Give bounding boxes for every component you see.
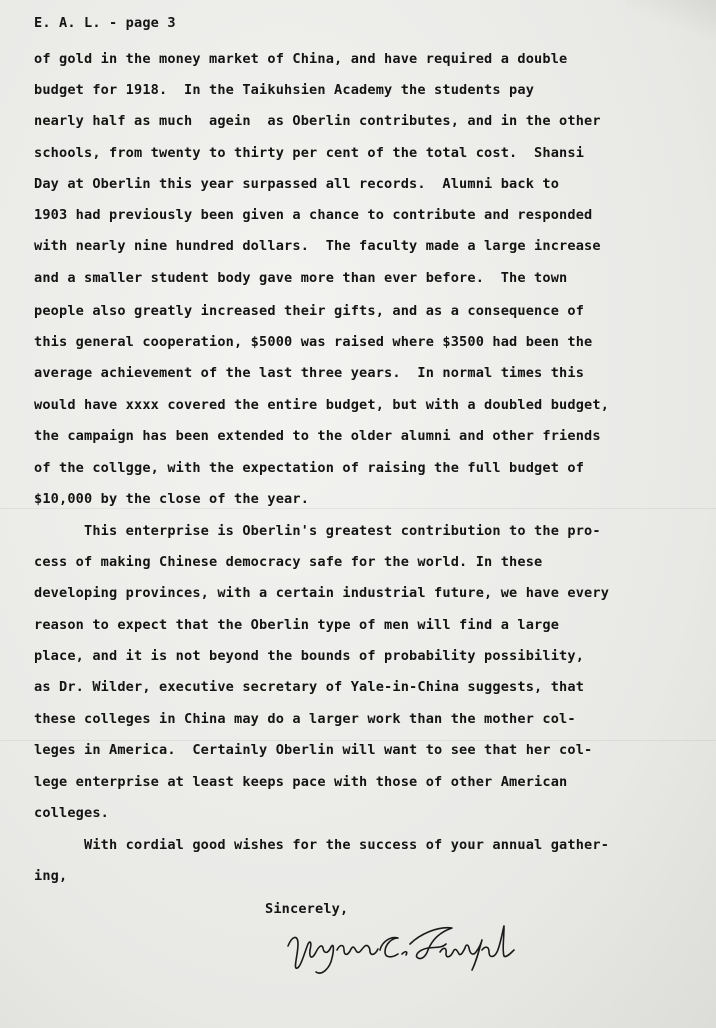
paragraph-line: with nearly nine hundred dollars. The faculty made a large increase (34, 238, 601, 254)
paragraph-line: nearly half as much agein as Oberlin contributes, and in the other (34, 113, 601, 129)
paragraph-line: reason to expect that the Oberlin type of men will find a large (34, 617, 560, 633)
page-corner-shadow (626, 0, 716, 40)
paragraph-line: colleges. (34, 805, 110, 821)
paragraph-line: average achievement of the last three years. In normal times this (34, 365, 585, 381)
paragraph-line: and a smaller student body gave more than ever before. The town (34, 270, 568, 286)
paragraph-line: leges in America. Certainly Oberlin will want to see that her col- (34, 742, 593, 758)
paragraph-line: developing provinces, with a certain industrial future, we have every (34, 585, 610, 601)
paragraph-line: the campaign has been extended to the older alumni and other friends (34, 428, 601, 444)
paragraph-line: of the collgge, with the expectation of raising the full budget of (34, 460, 585, 476)
paragraph-line: people also greatly increased their gifts, and as a consequence of (34, 303, 585, 319)
paragraph-line: Day at Oberlin this year surpassed all records. Alumni back to (34, 176, 560, 192)
page-header: E. A. L. - page 3 (34, 15, 176, 31)
paragraph-line: 1903 had previously been given a chance to contribute and responded (34, 207, 593, 223)
paragraph-line: schools, from twenty to thirty per cent of the total cost. Shansi (34, 145, 585, 161)
closing-salutation: Sincerely, (265, 901, 349, 917)
paper-fold (0, 508, 716, 509)
paragraph-line: budget for 1918. In the Taikuhsien Academy the students pay (34, 82, 535, 98)
paragraph-line: this general cooperation, $5000 was raised where $3500 had been the (34, 334, 593, 350)
paragraph-line: This enterprise is Oberlin's greatest contribution to the pro- (84, 523, 601, 539)
paragraph-line: ing, (34, 868, 68, 884)
paragraph-line: $10,000 by the close of the year. (34, 491, 310, 507)
paragraph-line: With cordial good wishes for the success of your annual gather- (84, 837, 610, 853)
paragraph-line: lege enterprise at least keeps pace with those of other American (34, 774, 568, 790)
handwritten-signature (282, 914, 527, 984)
paragraph-line: of gold in the money market of China, and have required a double (34, 51, 568, 67)
paragraph-line: these colleges in China may do a larger work than the mother col- (34, 711, 576, 727)
paragraph-line: place, and it is not beyond the bounds of probability possibility, (34, 648, 585, 664)
paragraph-line: would have xxxx covered the entire budget, but with a doubled budget, (34, 397, 610, 413)
paragraph-line: as Dr. Wilder, executive secretary of Yale-in-China suggests, that (34, 679, 585, 695)
paragraph-line: cess of making Chinese democracy safe for the world. In these (34, 554, 543, 570)
